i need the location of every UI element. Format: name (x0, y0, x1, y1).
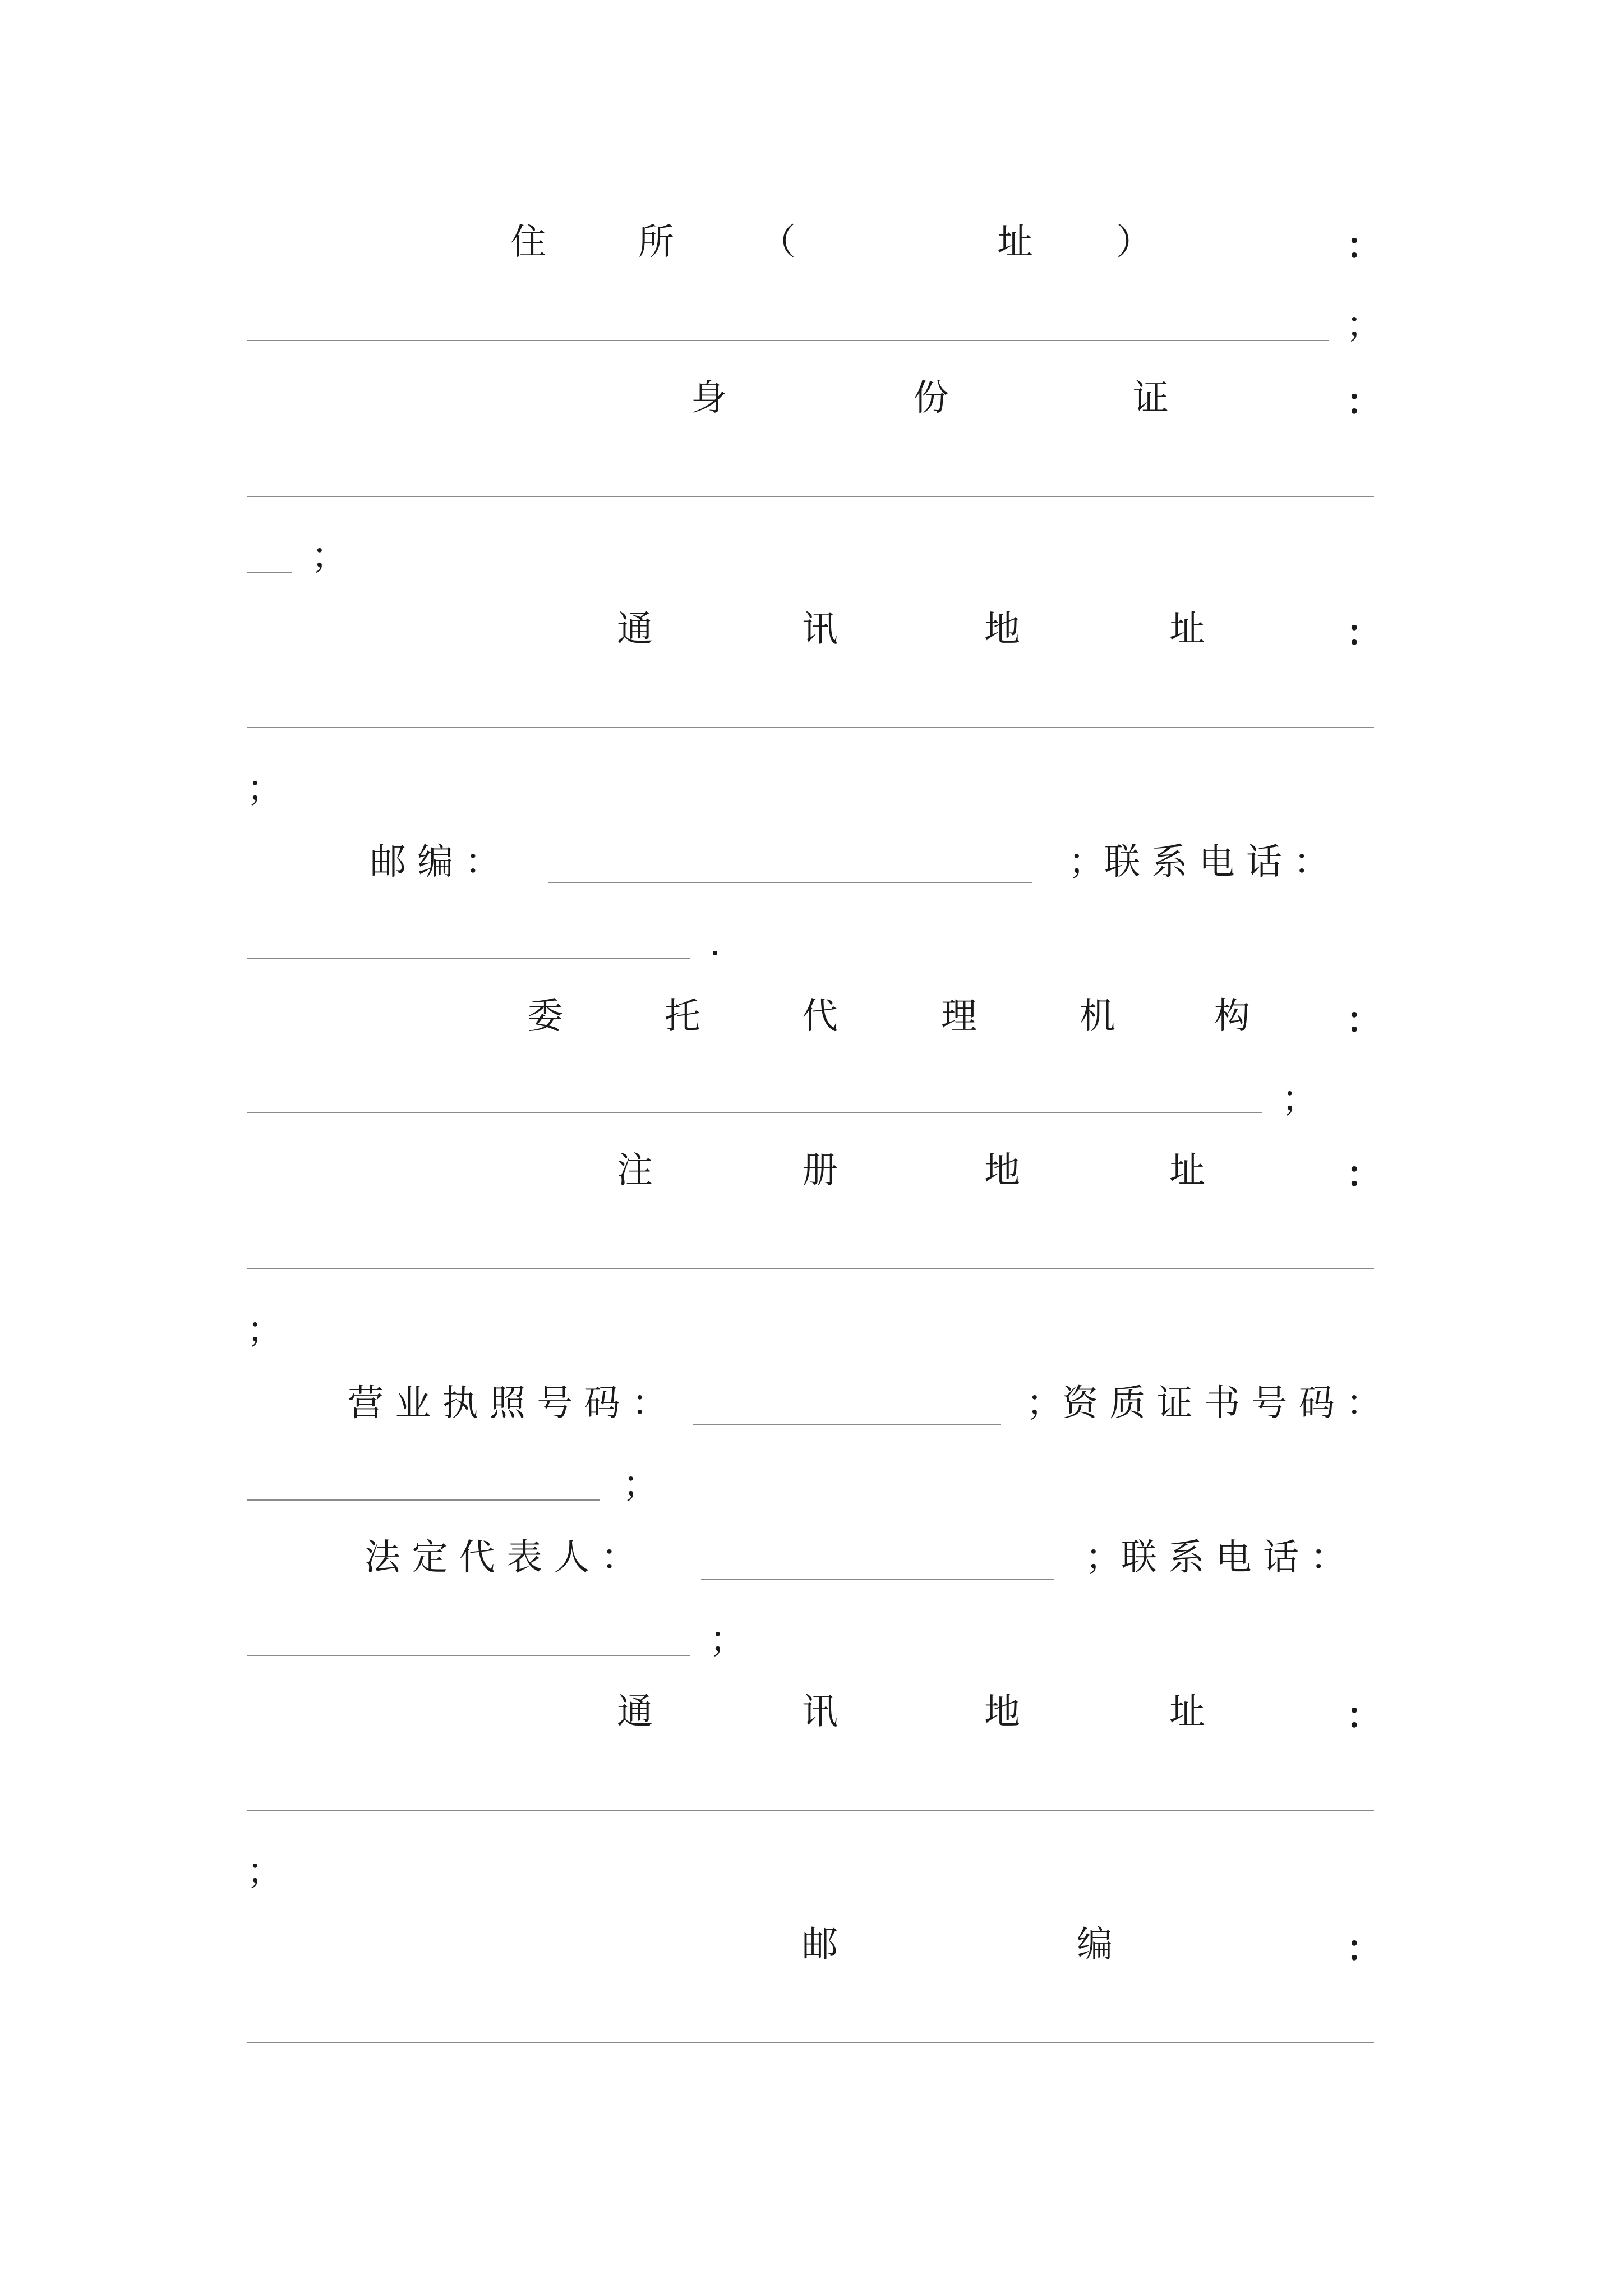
label-id-card-char-2: 份 (913, 378, 949, 419)
label-agency-mail-address-char-3: 地 (984, 1691, 1020, 1733)
agency-semicolon: ； (1281, 1079, 1317, 1120)
qualification-cert-input-line[interactable] (247, 1499, 600, 1501)
registered-address-input-line[interactable] (247, 1268, 1374, 1269)
label-registered-address-char-4: 址 (1169, 1150, 1205, 1191)
mail-address-semicolon: ； (247, 769, 283, 810)
agency-postcode-input-line[interactable] (247, 2042, 1374, 2043)
label-agency-postcode-char-2: 编 (1077, 1924, 1113, 1966)
registered-address-semicolon: ； (247, 1310, 283, 1351)
label-agency-char-2: 托 (665, 996, 700, 1037)
label-mail-address-char-2: 讯 (802, 609, 838, 650)
label-agency-postcode-char-1: 邮 (802, 1924, 838, 1966)
label-mail-address-char-3: 地 (984, 609, 1020, 650)
label-domicile-open-paren: （ (760, 222, 796, 263)
label-domicile-close-paren: ） (1116, 222, 1152, 263)
label-domicile-colon: ： (1346, 226, 1382, 268)
label-agency-mail-address-char-4: 址 (1169, 1691, 1205, 1733)
label-domicile-char-3: 址 (997, 222, 1033, 263)
mail-address-input-line[interactable] (247, 727, 1374, 728)
label-registered-address-char-1: 注 (617, 1150, 653, 1191)
representative-phone-semicolon: ； (709, 1619, 745, 1661)
business-license-input-line[interactable] (693, 1424, 1001, 1425)
label-agency-char-5: 机 (1080, 996, 1115, 1037)
label-registered-address-char-3: 地 (984, 1150, 1020, 1191)
domicile-semicolon: ； (1346, 305, 1382, 346)
agency-input-line[interactable] (247, 1112, 1262, 1113)
label-contact-phone: ；联 系 电 话 ： (1068, 841, 1330, 883)
label-id-card-char-1: 身 (691, 378, 727, 419)
id-card-input-line-continued[interactable] (247, 572, 292, 573)
legal-representative-input-line[interactable] (701, 1579, 1054, 1580)
label-agency-postcode-colon: ： (1346, 1929, 1382, 1970)
label-agency-char-1: 委 (527, 996, 563, 1037)
agency-mail-address-semicolon: ； (247, 1851, 283, 1893)
label-id-card-colon: ： (1346, 382, 1382, 424)
label-mail-address-char-4: 址 (1169, 609, 1205, 650)
postcode-input-line[interactable] (548, 882, 1032, 883)
qualification-cert-semicolon: ； (623, 1464, 658, 1506)
domicile-input-line[interactable] (247, 340, 1329, 341)
label-mail-address-colon: ： (1346, 613, 1382, 655)
label-representative-phone: ；联 系 电 话 ： (1085, 1537, 1347, 1579)
label-agency-char-6: 构 (1214, 996, 1250, 1037)
label-id-card-char-3: 证 (1133, 378, 1169, 419)
label-postcode: 邮 编 ： (370, 841, 501, 883)
label-registered-address-char-2: 册 (802, 1150, 838, 1191)
contact-phone-input-line[interactable] (247, 958, 690, 959)
id-card-semicolon: ； (311, 536, 347, 577)
label-agency-char-3: 代 (802, 996, 838, 1037)
id-card-input-line[interactable] (247, 496, 1374, 497)
label-mail-address-char-1: 通 (617, 609, 653, 650)
label-agency-mail-address-char-2: 讯 (802, 1691, 838, 1733)
label-agency-mail-address-char-1: 通 (617, 1691, 653, 1733)
label-business-license-number: 营 业 执 照 号 码 ： (348, 1383, 668, 1424)
label-registered-address-colon: ： (1346, 1154, 1382, 1196)
label-qualification-cert-number: ；资 质 证 书 号 码 ： (1026, 1383, 1382, 1424)
label-domicile-char-2: 所 (638, 222, 674, 263)
label-legal-representative: 法 定 代 表 人 ： (365, 1537, 637, 1579)
contact-phone-period: . (709, 923, 721, 964)
label-domicile-char-1: 住 (510, 222, 546, 263)
representative-phone-input-line[interactable] (247, 1655, 690, 1656)
label-agency-mail-address-colon: ： (1346, 1696, 1382, 1737)
label-agency-char-4: 理 (941, 996, 977, 1037)
agency-mail-address-input-line[interactable] (247, 1810, 1374, 1811)
label-agency-colon: ： (1346, 1000, 1382, 1042)
